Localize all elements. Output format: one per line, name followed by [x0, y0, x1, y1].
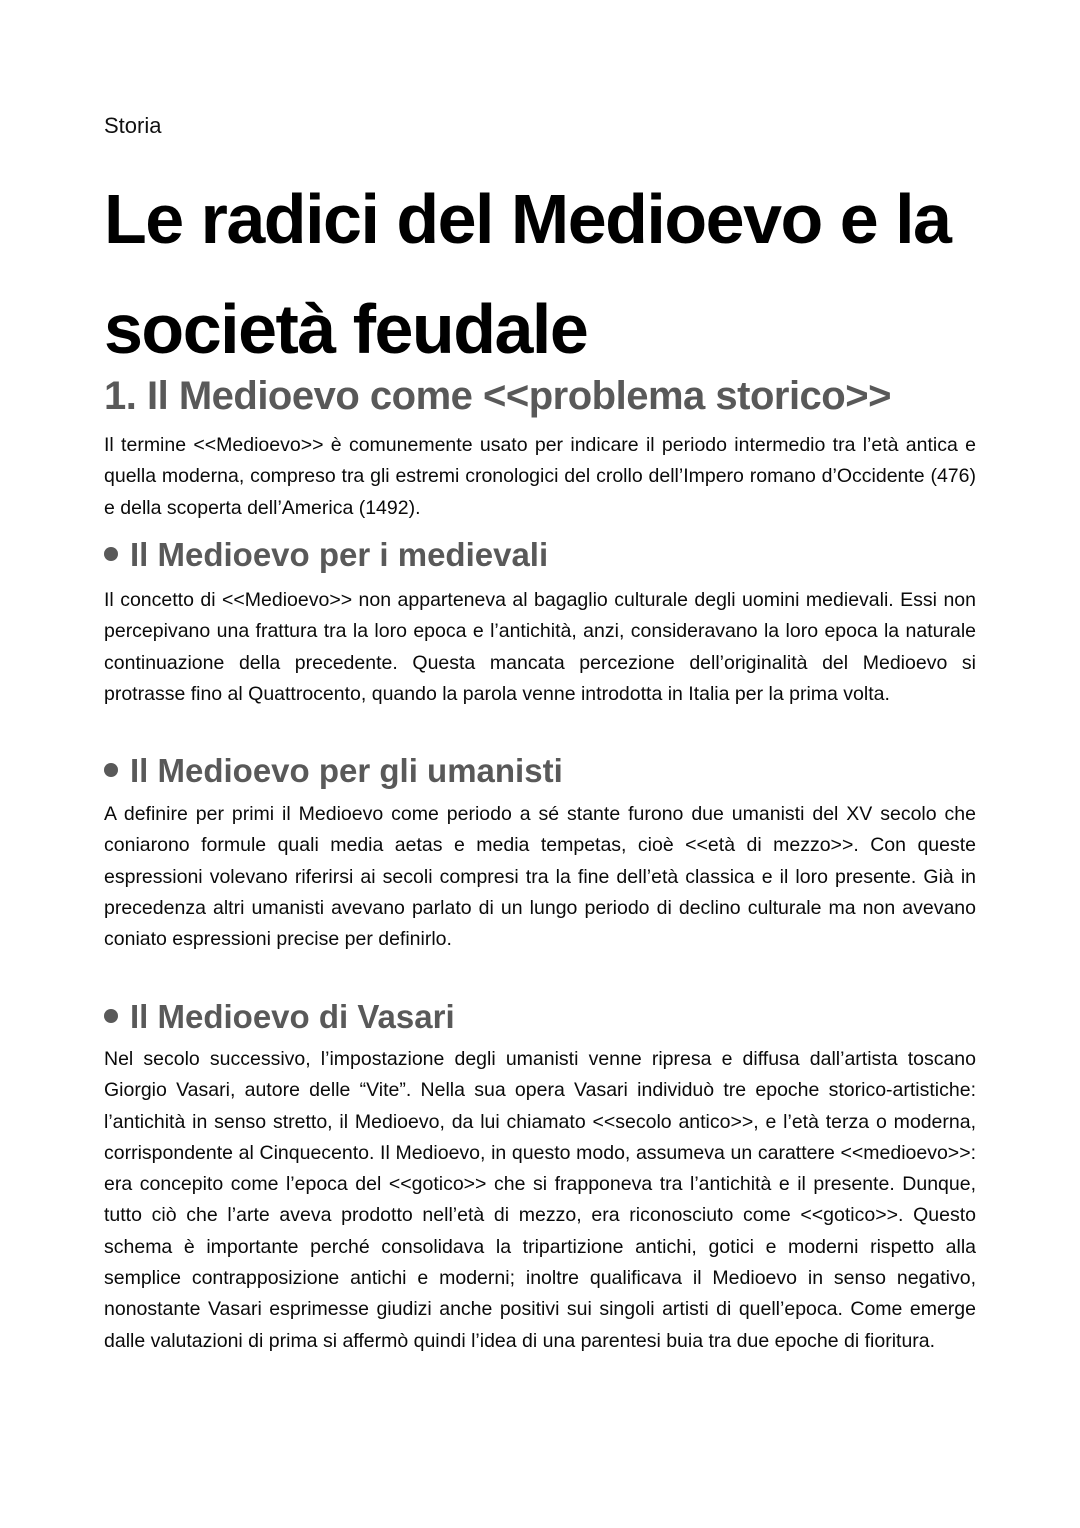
subsection-heading-vasari	[104, 996, 976, 1038]
subsection-heading-text: Il Medioevo per i medievali	[130, 536, 549, 573]
bullet-icon	[104, 1009, 118, 1023]
subsection-paragraph-umanisti: A definire per primi il Medioevo come periodo a sé stante furono due umanisti del XV secolo che coniarono formule quali media aetas e media tempetas, cioè <<età di mezzo>>. Con queste espressioni volevano riferirsi ai secoli compresi tra la fine dell’età classica e il loro presente. Già in precedenza altri umanisti avevano parlato di un lungo periodo di declino culturale ma non avevano coniato espressioni precise per definirlo.	[104, 803, 976, 951]
section-intro-paragraph: Il termine <<Medioevo>> è comunemente usato per indicare il periodo intermedio tra l’età antica e quella moderna, compreso tra gli estremi cronologici del crollo dell’Impero romano d’Occidente (476) e della scoperta dell’America (1492).	[104, 434, 976, 519]
subsection-paragraph-vasari: Nel secolo successivo, l’impostazione degli umanisti venne ripresa e diffusa dall’artista toscano Giorgio Vasari, autore delle “Vite”. Nella sua opera Vasari individuò tre epoche storico-artistiche: l’antichità in senso stretto, il Medioevo, da lui chiamato <<secolo antico>>, e l’età terza o moderna, corrispondente al Cinquecento. Il Medioevo, in questo modo, assumeva un carattere <<medioevo>>: era concepito come l’epoca del <<gotico>> che si frapponeva tra l’antichità e il presente. Dunque, tutto ciò che l’arte aveva prodotto nell’età di mezzo, era riconosciuto come <<gotico>>. Questo schema è importante perché consolidava la tripartizione antichi, gotici e moderni rispetto alla semplice contrapposizione antichi e moderni; inoltre qualificava il Medioevo in senso negativo, nonostante Vasari esprimesse giudizi anche positivi sui singoli artisti di quell’epoca. Come emerge dalle valutazioni di prima si affermò quindi l’idea di una parentesi buia tra due epoche di fioritura.	[104, 1048, 976, 1352]
subsection-heading-medievali	[104, 534, 976, 576]
bullet-icon	[104, 547, 118, 561]
subsection-heading-text: Il Medioevo per gli umanisti	[130, 752, 563, 789]
subsection-paragraph-medievali: Il concetto di <<Medioevo>> non apparteneva al bagaglio culturale degli uomini medievali. Essi non percepivano una frattura tra la loro epoca e l’antichità, anzi, consideravano la loro epoca la naturale continuazione della precedente. Questa mancata percezione dell’originalità del Medioevo si protrasse fino al Quattrocento, quando la parola venne introdotta in Italia per la prima volta.	[104, 589, 976, 705]
subsection-heading-umanisti	[104, 750, 976, 792]
page-title: Le radici del Medioevo e la società feudale	[104, 180, 951, 368]
subject-label: Storia	[104, 113, 162, 138]
section-heading: 1. Il Medioevo come <<problema storico>>	[104, 374, 891, 418]
subsection-heading-text: Il Medioevo di Vasari	[130, 998, 455, 1035]
bullet-icon	[104, 763, 118, 777]
